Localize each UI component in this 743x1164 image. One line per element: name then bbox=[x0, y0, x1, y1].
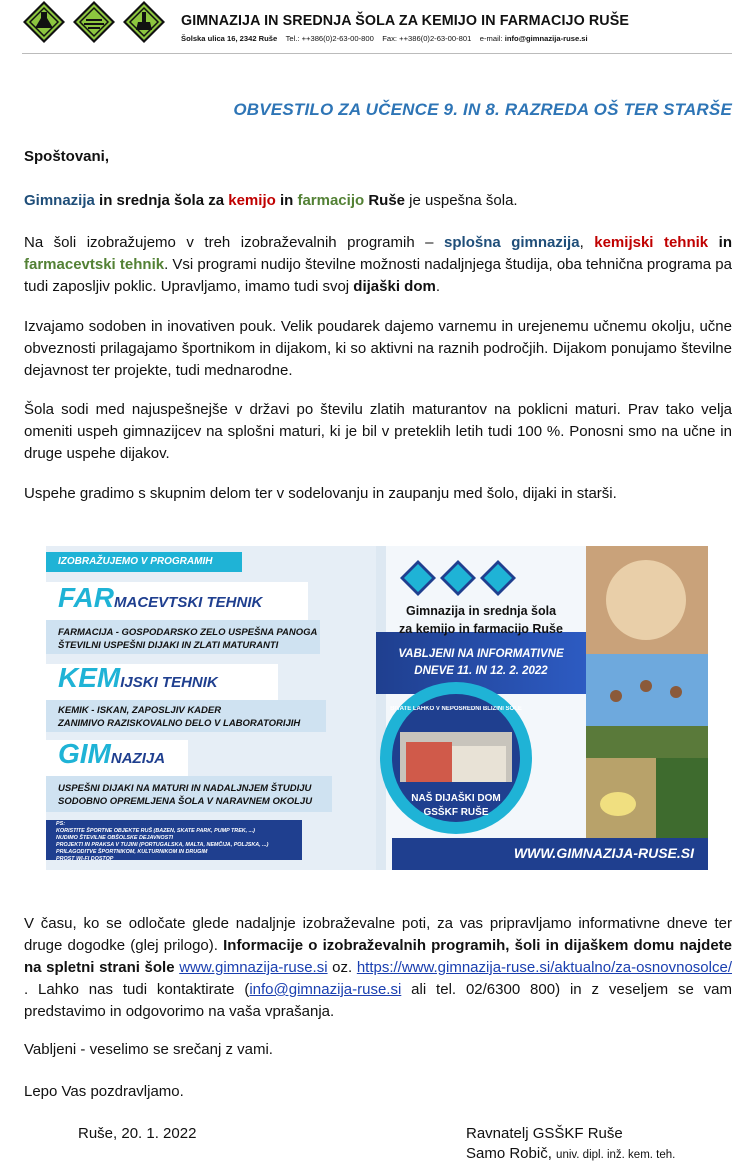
page-title: OBVESTILO ZA UČENCE 9. IN 8. RAZREDA OŠ TER STARŠE bbox=[233, 100, 732, 119]
banner-program-gim bbox=[58, 738, 165, 770]
flask-logo-icon bbox=[22, 0, 66, 44]
text: in srednja šola za bbox=[94, 192, 229, 209]
text: Ruše bbox=[364, 192, 406, 209]
banner-program-kem bbox=[58, 662, 218, 694]
far-line-1: FARMACIJA - GOSPODARSKO ZELO USPEŠNA PANOGA bbox=[58, 627, 318, 638]
ps-item: PRILAGODITVE ŠPORTNIKOM, KULTURNIKOM IN DRUGIM bbox=[56, 849, 208, 855]
kem-line-1: KEMIK - ISKAN, ZAPOSLJIV KADER bbox=[58, 705, 222, 716]
banner-url: WWW.GIMNAZIJA-RUSE.SI bbox=[513, 845, 694, 861]
signer-title: Ravnatelj GSŠKF Ruše bbox=[466, 1125, 623, 1142]
paragraph-5: Uspehe gradimo s skupnim delom ter v sodelovanju in zaupanju med šolo, dijaki in starši. bbox=[24, 485, 617, 502]
microscope-logo-icon bbox=[122, 0, 166, 44]
ps-item: PROST WI-FI DOSTOP bbox=[56, 856, 114, 862]
text: . Vsi programi nudijo številne možnosti nadaljnjega študija, oba tehnična programa pa tudi zaposljiv poklic. Upravljamo, imamo tudi svoj bbox=[24, 256, 732, 295]
invite-line-1: VABLJENI NA INFORMATIVNE bbox=[398, 648, 564, 660]
dom-line-2: GSŠKF RUŠE bbox=[423, 807, 489, 818]
paragraph-6 bbox=[24, 913, 732, 1023]
school-name: GIMNAZIJA IN SREDNJA ŠOLA ZA KEMIJO IN FARMACIJO RUŠE bbox=[181, 13, 630, 29]
word-gimnazija: Gimnazija bbox=[24, 192, 95, 209]
text: ali tel. 02/6300 800) in z veseljem se vam predstavimo in odgovorimo na vaša vprašanja. bbox=[24, 981, 733, 1020]
paragraph-3: Izvajamo sodoben in inovativen pouk. Velik poudarek dajemo varnemu in urejenemu učnemu okolju, učne obveznosti prilagajamo športnikom in dijakom, ki so aktivni na raznih področjih. Dijakom ponujamo številne dejavnost ter projekte, tudi mednarodne. bbox=[24, 318, 732, 379]
text: in bbox=[275, 192, 298, 209]
paragraph-4: Šola sodi med najuspešnejše v državi po številu zlatih maturantov na poklicni maturi. Prav tako velja omeniti uspeh gimnazijcev na splošni maturi, ki je bil v preteklih letih tudi 100 %. Ponosni smo na učne in druge uspehe dijakov. bbox=[24, 401, 732, 462]
paragraph-1 bbox=[24, 190, 732, 212]
program-gimnazija: splošna gimnazija bbox=[444, 234, 580, 251]
logo-group bbox=[22, 0, 166, 44]
email-link[interactable]: info@gimnazija-ruse.si bbox=[249, 981, 402, 998]
school-line-2: za kemijo in farmacijo Ruše bbox=[399, 622, 563, 636]
banner-header: IZOBRAŽUJEMO V PROGRAMIH bbox=[58, 556, 213, 567]
signer bbox=[466, 1145, 675, 1162]
text: , bbox=[579, 234, 595, 251]
kem-line-2: ZANIMIVO RAZISKOVALNO DELO V LABORATORIJIH bbox=[58, 718, 301, 729]
dijaski-dom: dijaški dom bbox=[353, 278, 436, 295]
email-label: e-mail: bbox=[479, 34, 503, 43]
ps-item: PROJEKTI IN PRAKSA V TUJINI (PORTUGALSKA, MALTA, NEMČIJA, POLJSKA, ...) bbox=[56, 842, 269, 848]
signer-degree: univ. dipl. inž. kem. teh. bbox=[556, 1149, 676, 1161]
header-divider bbox=[22, 53, 732, 54]
ps-title: PS: bbox=[56, 821, 65, 827]
far-line-2: ŠTEVILNI USPEŠNI DIJAKI IN ZLATI MATURANTI bbox=[58, 640, 279, 651]
banner-ps-list bbox=[56, 821, 268, 863]
word-kemijo: kemijo bbox=[228, 192, 276, 209]
promo-banner bbox=[46, 546, 708, 870]
banner-program-far bbox=[58, 582, 262, 614]
dom-line-1: NAŠ DIJAŠKI DOM bbox=[411, 793, 501, 804]
word-farmacijo: farmacijo bbox=[297, 192, 365, 209]
banner-far-text bbox=[58, 626, 317, 652]
text: V času, ko se odločate glede nadaljnje izobraževalne poti, za vas pripravljamo informativne dneve ter druge dogodke (glej prilogo). bbox=[24, 915, 732, 954]
osnovnosolce-link[interactable]: https://www.gimnazija-ruse.si/aktualno/za-osnovnosolce/ bbox=[356, 959, 732, 976]
closing-invite: Vabljeni - veselimo se srečanj z vami. bbox=[24, 1041, 273, 1058]
text: . bbox=[435, 278, 440, 295]
banner-invitation bbox=[376, 646, 586, 680]
text: in bbox=[718, 234, 732, 251]
phone: Tel.: ++386(0)2-63-00-800 bbox=[285, 34, 374, 43]
banner-circle-arc-text: BIVATE LAHKO V NEPOSREDNI BLIŽINI ŠOLE bbox=[390, 706, 522, 712]
chemistry-apparatus-logo-icon bbox=[72, 0, 116, 44]
address: Šolska ulica 16, 2342 Ruše bbox=[181, 34, 278, 43]
website-link[interactable]: www.gimnazija-ruse.si bbox=[179, 959, 328, 976]
signer-name: Samo Robič, bbox=[466, 1145, 552, 1162]
banner-gim-text bbox=[58, 782, 312, 808]
kem-prefix: KEM bbox=[58, 662, 121, 693]
email: info@gimnazija-ruse.si bbox=[504, 34, 588, 43]
far-rest: MACEVTSKI TEHNIK bbox=[114, 594, 263, 611]
info-bold-text: Informacije o izobraževalnih programih, šoli in dijaškem domu najdete na spletni strani šole bbox=[24, 937, 732, 976]
invite-line-2: DNEVE 11. IN 12. 2. 2022 bbox=[414, 665, 548, 677]
text: . Lahko nas tudi kontaktirate ( bbox=[24, 981, 250, 998]
fax: Fax: ++386(0)2-63-00-801 bbox=[382, 34, 472, 43]
text: oz. bbox=[327, 959, 357, 976]
program-farmacevtski-tehnik: farmacevtski tehnik bbox=[24, 256, 165, 273]
kem-rest: IJSKI TEHNIK bbox=[120, 674, 218, 691]
gim-line-1: USPEŠNI DIJAKI NA MATURI IN NADALJNJEM ŠTUDIJU bbox=[58, 783, 312, 794]
gim-rest: NAZIJA bbox=[110, 750, 166, 767]
banner-dom bbox=[392, 792, 520, 820]
text: Na šoli izobražujemo v treh izobraževalnih programih – bbox=[24, 234, 445, 251]
greeting: Spoštovani, bbox=[24, 148, 110, 165]
banner-school-name bbox=[376, 602, 586, 638]
place-date: Ruše, 20. 1. 2022 bbox=[78, 1125, 197, 1142]
paragraph-2 bbox=[24, 232, 732, 298]
far-prefix: FAR bbox=[58, 582, 114, 613]
closing-greeting: Lepo Vas pozdravljamo. bbox=[24, 1083, 184, 1100]
ps-item: NUDIMO ŠTEVILNE OBŠOLSKE DEJAVNOSTI bbox=[56, 835, 174, 841]
gim-line-2: SODOBNO OPREMLJENA ŠOLA V NARAVNEM OKOLJU bbox=[58, 796, 313, 807]
text: je uspešna šola. bbox=[405, 192, 518, 209]
ps-item: KORISTITE ŠPORTNE OBJEKTE RUŠ (BAZEN, SKATE PARK, PUMP TREK, ...) bbox=[56, 828, 255, 834]
banner-kem-text bbox=[58, 704, 300, 730]
program-kemijski-tehnik: kemijski tehnik bbox=[594, 234, 709, 251]
gim-prefix: GIM bbox=[58, 738, 111, 769]
school-contact bbox=[181, 34, 588, 43]
school-line-1: Gimnazija in srednja šola bbox=[405, 604, 557, 618]
